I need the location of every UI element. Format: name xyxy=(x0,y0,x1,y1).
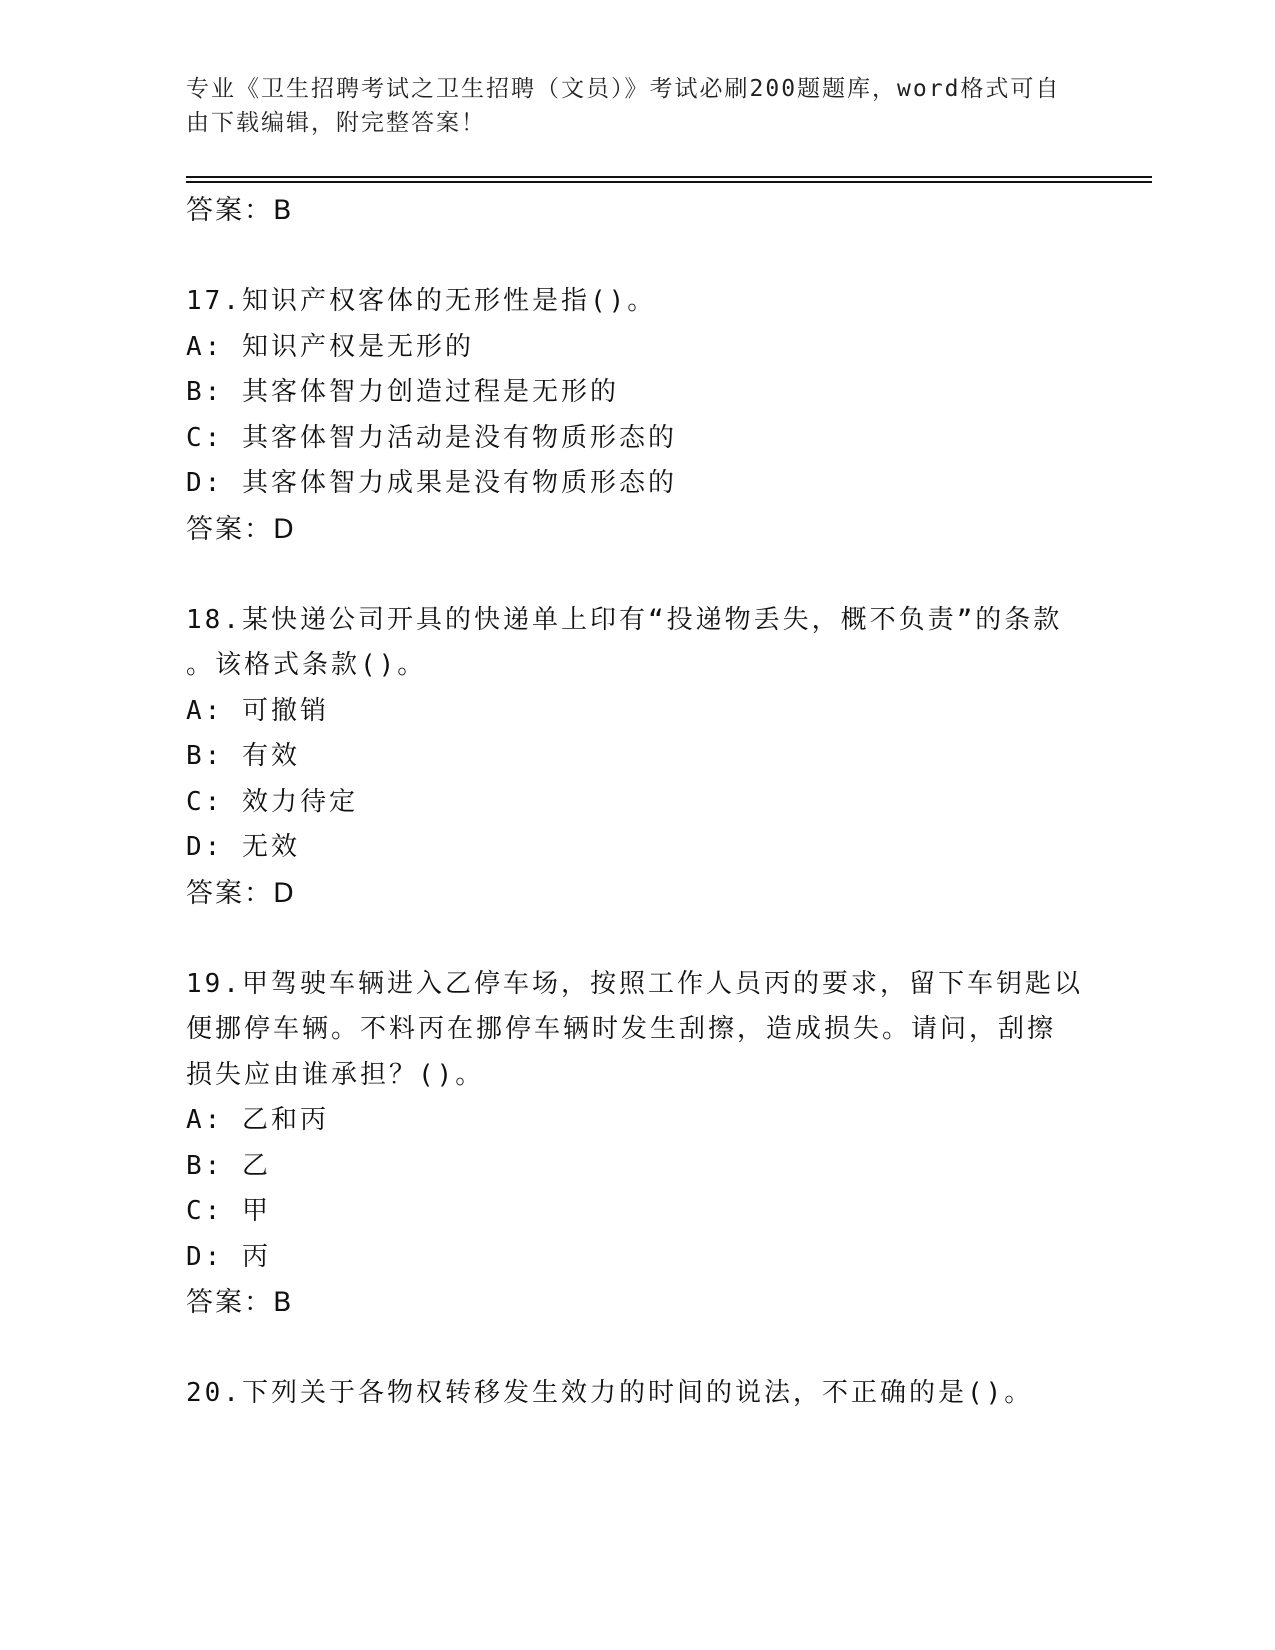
option-a: A: 知识产权是无形的 xyxy=(186,331,474,362)
document-header xyxy=(186,72,1066,140)
question-stem-line: 便挪停车辆。不料丙在挪停车辆时发生刮擦，造成损失。请问，刮擦 xyxy=(186,1014,1057,1044)
previous-answer: 答案：B xyxy=(186,195,294,226)
question-20 xyxy=(186,1371,1086,1417)
option-c: C: 甲 xyxy=(186,1196,271,1226)
answer: 答案：D xyxy=(186,513,296,545)
answer: 答案：D xyxy=(186,877,296,909)
header-rule-bottom xyxy=(186,181,1152,183)
spacer xyxy=(186,234,1086,280)
question-stem-line: 损失应由谁承担？()。 xyxy=(186,1059,485,1090)
option-a: A: 可撤销 xyxy=(186,695,329,726)
question-stem xyxy=(186,279,1086,325)
option-c: C: 效力待定 xyxy=(186,786,358,817)
option-b: B: 有效 xyxy=(186,741,300,771)
option-b: B: 其客体智力创造过程是无形的 xyxy=(186,377,619,407)
option-d: D: 无效 xyxy=(186,832,300,862)
option-b: B: 乙 xyxy=(186,1150,271,1181)
question-stem-line: 19.甲驾驶车辆进入乙停车场，按照工作人员丙的要求，留下车钥匙以 xyxy=(186,968,1083,999)
spacer xyxy=(186,916,1086,962)
header-line-2: 由下载编辑，附完整答案！ xyxy=(186,110,486,136)
spacer xyxy=(186,552,1086,598)
question-stem xyxy=(186,598,1086,689)
question-18 xyxy=(186,598,1086,917)
question-list xyxy=(186,188,1086,1417)
option-d: D: 丙 xyxy=(186,1241,271,1272)
option-c: C: 其客体智力活动是没有物质形态的 xyxy=(186,422,677,453)
spacer xyxy=(186,1326,1086,1372)
question-17 xyxy=(186,279,1086,552)
header-rule-top xyxy=(186,176,1152,178)
question-stem xyxy=(186,962,1086,1099)
question-19 xyxy=(186,962,1086,1326)
question-stem-line: 。该格式条款()。 xyxy=(186,650,427,680)
option-a: A: 乙和丙 xyxy=(186,1105,329,1135)
question-stem-line: 17.知识产权客体的无形性是指()。 xyxy=(186,286,657,316)
header-line-1: 专业《卫生招聘考试之卫生招聘（文员）》考试必刷200题题库，word格式可自 xyxy=(186,76,1061,102)
question-stem xyxy=(186,1371,1086,1417)
answer: 答案：B xyxy=(186,1287,294,1318)
option-d: D: 其客体智力成果是没有物质形态的 xyxy=(186,468,677,498)
question-stem-line: 18.某快递公司开具的快递单上印有“投递物丢失，概不负责”的条款 xyxy=(186,604,1063,635)
question-stem-line: 20.下列关于各物权转移发生效力的时间的说法，不正确的是()。 xyxy=(186,1378,1034,1408)
